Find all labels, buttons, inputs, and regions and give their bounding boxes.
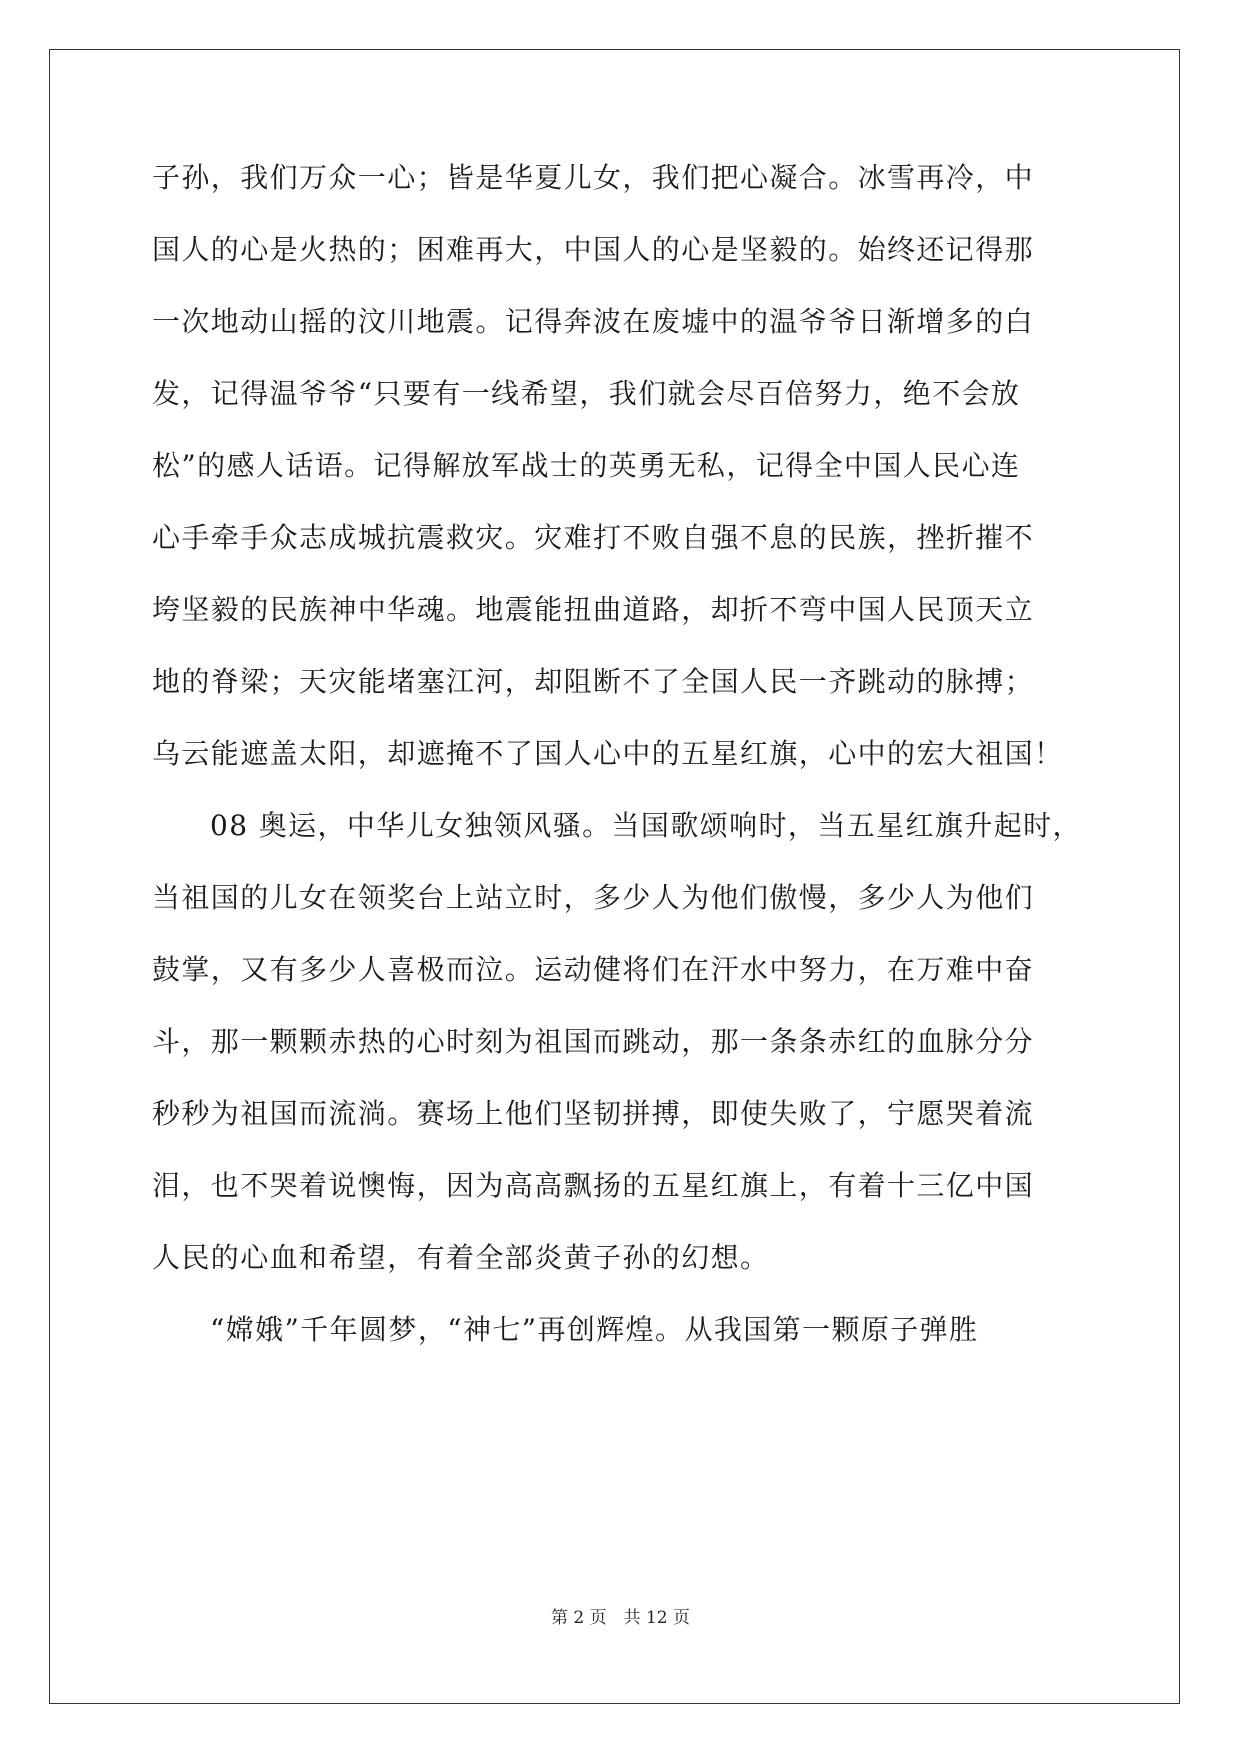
page-border <box>49 49 1180 1704</box>
text-line: 国人的心是火热的；困难再大，中国人的心是坚毅的。始终还记得那 <box>152 233 1035 266</box>
text-line: 鼓掌，又有多少人喜极而泣。运动健将们在汗水中努力，在万难中奋 <box>152 953 1035 986</box>
text-line: 发，记得温爷爷“只要有一线希望，我们就会尽百倍努力，绝不会放 <box>152 377 1021 410</box>
text-line: 子孙，我们万众一心；皆是华夏儿女，我们把心凝合。冰雪再冷，中 <box>152 161 1035 194</box>
text-line: 秒秒为祖国而流淌。赛场上他们坚韧拼搏，即使失败了，宁愿哭着流 <box>152 1097 1035 1130</box>
text-line: 地的脊梁；天灾能堵塞江河，却阻断不了全国人民一齐跳动的脉搏； <box>152 665 1035 698</box>
text-line: 松”的感人话语。记得解放军战士的英勇无私，记得全中国人民心连 <box>152 449 1021 482</box>
text-line: 一次地动山摇的汶川地震。记得奔波在废墟中的温爷爷日渐增多的白 <box>152 305 1035 338</box>
text-line: 垮坚毅的民族神中华魂。地震能扭曲道路，却折不弯中国人民顶天立 <box>152 593 1035 626</box>
text-line: 斗，那一颗颗赤热的心时刻为祖国而跳动，那一条条赤红的血脉分分 <box>152 1025 1035 1058</box>
paragraph-first-line: “嫦娥”千年圆梦，“神七”再创辉煌。从我国第一颗原子弹胜 <box>210 1313 979 1346</box>
page-footer: 第 2 页 共 12 页 <box>550 1608 691 1628</box>
text-line: 泪，也不哭着说懊悔，因为高高飘扬的五星红旗上，有着十三亿中国 <box>152 1169 1035 1202</box>
text-line: 人民的心血和希望，有着全部炎黄子孙的幻想。 <box>152 1241 770 1274</box>
paragraph-first-line: 08 奥运，中华儿女独领风骚。当国歌颂响时，当五星红旗升起时， <box>210 809 1082 842</box>
text-line: 当祖国的儿女在领奖台上站立时，多少人为他们傲慢，多少人为他们 <box>152 881 1035 914</box>
text-line: 乌云能遮盖太阳，却遮掩不了国人心中的五星红旗，心中的宏大祖国！ <box>152 737 1064 770</box>
text-line: 心手牵手众志成城抗震救灾。灾难打不败自强不息的民族，挫折摧不 <box>152 521 1035 554</box>
